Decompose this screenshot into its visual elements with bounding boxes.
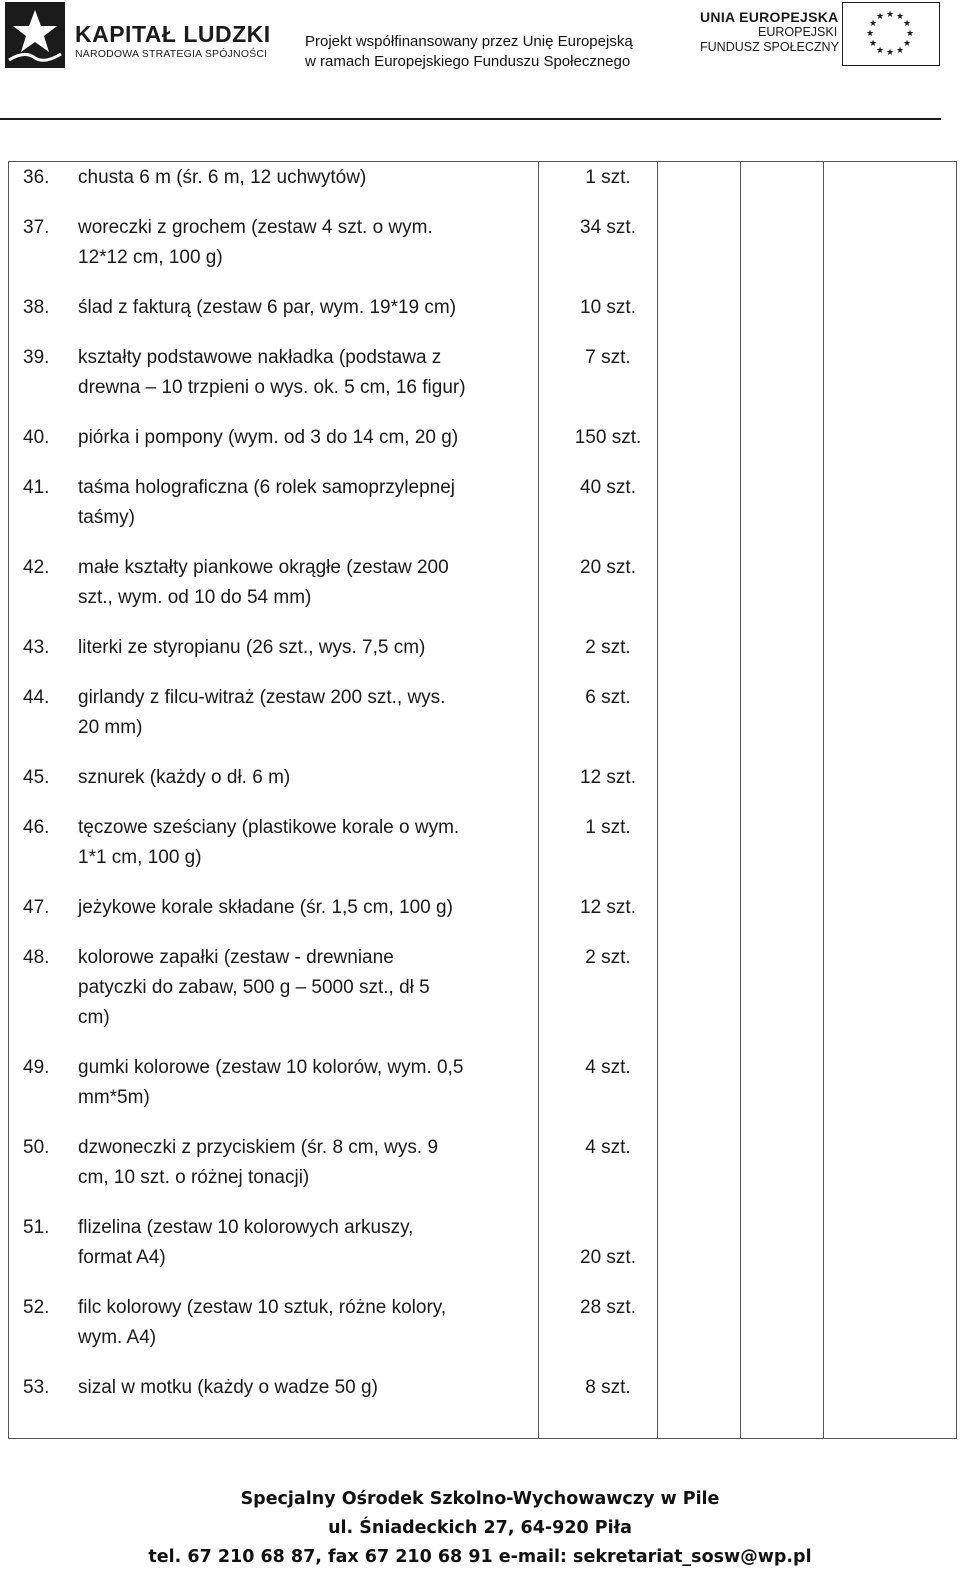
item-description-line: piórka i pompony (wym. od 3 do 14 cm, 20 g) (78, 427, 459, 448)
item-description (78, 1213, 548, 1273)
item-description (78, 553, 548, 613)
item-quantity: 12 szt. (580, 767, 636, 788)
item-description-line: sizal w motku (każdy o wadze 50 g) (78, 1377, 378, 1398)
item-description-line: dzwoneczki z przyciskiem (śr. 8 cm, wys. 9 (78, 1137, 439, 1158)
item-description-line: patyczki do zabaw, 500 g – 5000 szt., dł 5 (78, 977, 430, 998)
eu-fund-text (700, 10, 839, 55)
item-description-line: drewna – 10 trzpieni o wys. ok. 5 cm, 16 figur) (78, 377, 466, 398)
page-footer (0, 1485, 960, 1572)
item-description-line: mm*5m) (78, 1087, 150, 1108)
item-number: 46. (23, 817, 50, 838)
item-description-line: kolorowe zapałki (zestaw - drewniane (78, 947, 394, 968)
item-number: 49. (23, 1057, 50, 1078)
item-number: 40. (23, 427, 50, 448)
svg-text:★: ★ (902, 19, 912, 29)
svg-text:★: ★ (875, 12, 885, 22)
header-divider (0, 118, 941, 120)
item-quantity: 28 szt. (580, 1297, 636, 1318)
item-description (78, 1133, 548, 1193)
item-quantity: 34 szt. (580, 217, 636, 238)
footer-contact: tel. 67 210 68 87, fax 67 210 68 91 e-mail: sekretariat_sosw@wp.pl (148, 1547, 812, 1567)
item-description-line: gumki kolorowe (zestaw 10 kolorów, wym. 0,5 (78, 1057, 464, 1078)
item-description (78, 683, 548, 743)
eu-line-3: FUNDUSZ SPOŁECZNY (700, 40, 839, 54)
item-description-line: woreczki z grochem (zestaw 4 szt. o wym. (78, 217, 433, 238)
item-description-line: literki ze styropianu (26 szt., wys. 7,5 cm) (78, 637, 426, 658)
footer-institution: Specjalny Ośrodek Szkolno-Wychowawczy w Pile (240, 1489, 720, 1509)
item-description (78, 343, 548, 403)
item-description (78, 813, 548, 873)
item-description-line: kształty podstawowe nakładka (podstawa z (78, 347, 442, 368)
kapital-ludzki-text (75, 22, 271, 60)
item-description-line: chusta 6 m (śr. 6 m, 12 uchwytów) (78, 167, 367, 188)
item-description (78, 763, 548, 793)
item-quantity: 8 szt. (585, 1377, 631, 1398)
logo-title: KAPITAŁ LUDZKI (75, 21, 271, 47)
item-description (78, 943, 548, 1033)
item-description (78, 293, 548, 323)
item-description-line: szt., wym. od 10 do 54 mm) (78, 587, 312, 608)
item-number: 45. (23, 767, 50, 788)
svg-text:★: ★ (885, 10, 895, 20)
item-number: 42. (23, 557, 50, 578)
item-description (78, 893, 548, 923)
item-description (78, 473, 548, 533)
item-number: 44. (23, 687, 50, 708)
item-number: 52. (23, 1297, 50, 1318)
item-description (78, 1053, 548, 1113)
svg-text:★: ★ (895, 46, 905, 56)
project-line-2: w ramach Europejskiego Funduszu Społecznego (305, 53, 631, 70)
item-number: 41. (23, 477, 50, 498)
item-description-line: girlandy z filcu-witraż (zestaw 200 szt., wys. (78, 687, 446, 708)
item-description-line: 1*1 cm, 100 g) (78, 847, 202, 868)
item-description (78, 1373, 548, 1403)
item-number: 51. (23, 1217, 50, 1238)
item-description-line: format A4) (78, 1247, 166, 1268)
item-quantity: 2 szt. (585, 637, 631, 658)
item-number: 39. (23, 347, 50, 368)
item-quantity: 1 szt. (585, 817, 631, 838)
item-quantity: 150 szt. (574, 427, 642, 448)
logo-subtitle: NARODOWA STRATEGIA SPÓJNOŚCI (75, 48, 268, 60)
svg-text:★: ★ (885, 48, 895, 58)
item-quantity: 20 szt. (580, 557, 636, 578)
item-description-line: jeżykowe korale składane (śr. 1,5 cm, 100 g) (78, 897, 453, 918)
item-description (78, 213, 548, 273)
item-number: 43. (23, 637, 50, 658)
svg-text:★: ★ (895, 12, 905, 22)
eu-line-1: UNIA EUROPEJSKA (700, 9, 839, 25)
item-quantity: 4 szt. (585, 1137, 631, 1158)
eu-line-2: EUROPEJSKI (758, 25, 838, 39)
item-number: 53. (23, 1377, 50, 1398)
item-number: 48. (23, 947, 50, 968)
eu-flag-logo (842, 2, 940, 66)
item-description-line: taśma holograficzna (6 rolek samoprzylepnej (78, 477, 456, 498)
item-number: 47. (23, 897, 50, 918)
item-quantity: 6 szt. (585, 687, 631, 708)
item-quantity: 7 szt. (585, 347, 631, 368)
project-info (305, 32, 633, 72)
table-column-divider (823, 161, 824, 1439)
item-description-line: filc kolorowy (zestaw 10 sztuk, różne kolory, (78, 1297, 447, 1318)
svg-text:★: ★ (875, 46, 885, 56)
svg-text:★: ★ (865, 29, 875, 39)
item-description-line: cm) (78, 1007, 110, 1028)
item-number: 37. (23, 217, 50, 238)
svg-text:★: ★ (868, 39, 878, 49)
svg-text:★: ★ (905, 29, 915, 39)
item-description (78, 1293, 548, 1353)
item-description-line: ślad z fakturą (zestaw 6 par, wym. 19*19 cm) (78, 297, 457, 318)
item-quantity: 12 szt. (580, 897, 636, 918)
item-description-line: 12*12 cm, 100 g) (78, 247, 223, 268)
item-quantity: 2 szt. (585, 947, 631, 968)
kapital-ludzki-emblem-icon (5, 2, 65, 68)
item-description-line: sznurek (każdy o dł. 6 m) (78, 767, 291, 788)
item-description (78, 423, 548, 453)
footer-address: ul. Śniadeckich 27, 64-920 Piła (328, 1518, 632, 1538)
item-description-line: 20 mm) (78, 717, 143, 738)
table-column-divider (740, 161, 741, 1439)
item-quantity: 20 szt. (580, 1247, 636, 1268)
item-number: 50. (23, 1137, 50, 1158)
item-description-line: taśmy) (78, 507, 135, 528)
item-number: 36. (23, 167, 50, 188)
item-number: 38. (23, 297, 50, 318)
item-quantity: 1 szt. (585, 167, 631, 188)
item-description-line: małe kształty piankowe okrągłe (zestaw 200 (78, 557, 449, 578)
item-description-line: wym. A4) (78, 1327, 157, 1348)
item-description (78, 163, 548, 193)
eu-stars-icon (843, 3, 938, 64)
item-quantity: 10 szt. (580, 297, 636, 318)
item-description-line: flizelina (zestaw 10 kolorowych arkuszy, (78, 1217, 414, 1238)
page-header (0, 0, 960, 120)
svg-text:★: ★ (868, 19, 878, 29)
item-description-line: tęczowe sześciany (plastikowe korale o wym. (78, 817, 460, 838)
item-quantity: 40 szt. (580, 477, 636, 498)
kapital-ludzki-logo (5, 2, 65, 68)
svg-text:★: ★ (902, 39, 912, 49)
item-description (78, 633, 548, 663)
item-description-line: cm, 10 szt. o różnej tonacji) (78, 1167, 310, 1188)
table-column-divider (657, 161, 658, 1439)
project-line-1: Projekt współfinansowany przez Unię Europejską (305, 33, 633, 50)
item-quantity: 4 szt. (585, 1057, 631, 1078)
